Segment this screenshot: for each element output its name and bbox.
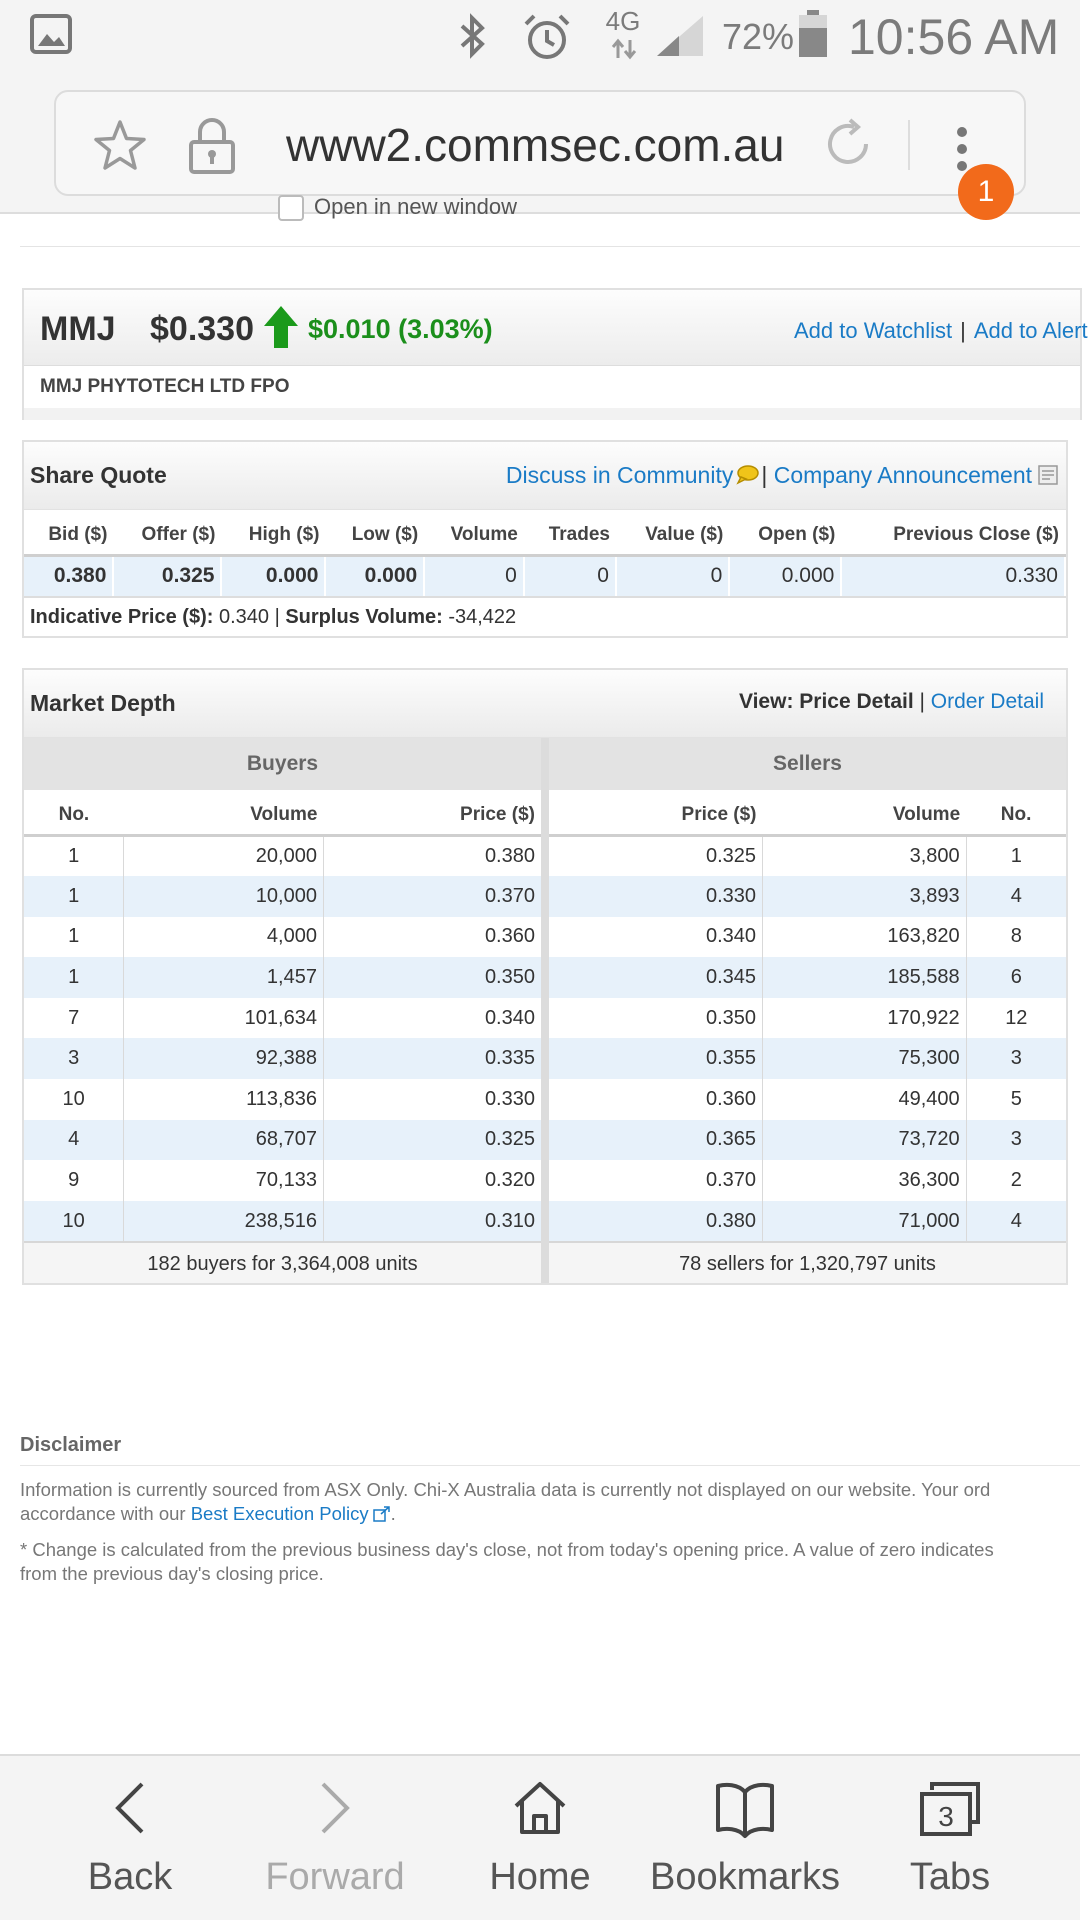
open-new-window-label: Open in new window xyxy=(314,194,518,219)
depth-cell: 0.345 xyxy=(549,957,763,998)
depth-cell: 6 xyxy=(966,957,1066,998)
seller-row xyxy=(549,917,1066,958)
depth-cell: 4 xyxy=(966,876,1066,917)
open-new-window-option[interactable] xyxy=(278,194,517,221)
seller-row xyxy=(549,1160,1066,1201)
depth-cell: 1 xyxy=(24,876,124,917)
depth-cell: 5 xyxy=(1010,1087,1022,1110)
open-new-window-checkbox[interactable] xyxy=(278,195,304,221)
up-arrow-icon xyxy=(264,306,298,348)
depth-cell: 0.320 xyxy=(484,1169,535,1192)
depth-cell: 0.325 xyxy=(323,1120,541,1161)
reload-icon[interactable] xyxy=(818,114,878,174)
company-announcement-link[interactable]: Company Announcement xyxy=(773,462,1032,488)
depth-cell: 170,922 xyxy=(763,998,967,1039)
buyer-row xyxy=(24,1038,541,1079)
toolbar-separator xyxy=(908,120,910,170)
disclaimer-text-2 xyxy=(20,1538,1080,1586)
indicative-info: Indicative Price ($): 0.340 | Surplus Volume: -34,422 xyxy=(24,596,1066,636)
depth-cell: 0.355 xyxy=(549,1038,763,1079)
depth-column-header: Volume xyxy=(124,790,324,836)
depth-cell: 0.350 xyxy=(549,998,763,1039)
gallery-icon xyxy=(30,14,72,54)
stock-header xyxy=(22,288,1088,420)
notification-badge[interactable]: 1 xyxy=(958,164,1014,220)
buyer-row xyxy=(24,1079,541,1120)
depth-cell: 70,133 xyxy=(124,1160,324,1201)
stock-price: $0.330 xyxy=(150,310,254,348)
share-quote-links xyxy=(506,462,1058,489)
buyer-row xyxy=(24,1160,541,1201)
depth-cell: 0.310 xyxy=(323,1201,541,1242)
market-depth-title: Market Depth xyxy=(30,690,176,716)
share-quote-header xyxy=(24,442,1066,510)
share-quote-value: 0.330 xyxy=(841,556,1065,596)
share-quote-column-header: Volume xyxy=(424,510,524,556)
depth-column-header: Price ($) xyxy=(549,790,763,836)
depth-cell: 238,516 xyxy=(124,1201,324,1242)
depth-cell: 1 xyxy=(24,836,124,877)
bookmark-star-icon[interactable] xyxy=(92,118,148,174)
clock: 10:56 AM xyxy=(848,9,1060,65)
back-label: Back xyxy=(87,1856,173,1898)
depth-cell: 0.330 xyxy=(484,1087,535,1110)
lock-icon[interactable] xyxy=(186,116,238,176)
forward-label: Forward xyxy=(265,1856,405,1898)
share-quote-value: 0.000 xyxy=(325,556,424,596)
buyer-row xyxy=(24,998,541,1039)
external-link-icon xyxy=(373,1506,391,1522)
buyer-row xyxy=(24,836,541,877)
disclaimer-line-2: accordance with our xyxy=(20,1503,186,1524)
share-quote-column-header: Value ($) xyxy=(616,510,729,556)
depth-cell: 0.360 xyxy=(484,925,535,948)
sellers-heading: Sellers xyxy=(549,738,1066,790)
depth-cell: 0.350 xyxy=(323,957,541,998)
buyer-row xyxy=(24,917,541,958)
depth-cell: 0.360 xyxy=(549,1079,763,1120)
share-quote-value: 0.380 xyxy=(24,556,113,596)
share-quote-table xyxy=(24,510,1066,596)
depth-cell: 4 xyxy=(24,1120,124,1161)
stock-code: MMJ xyxy=(40,310,116,348)
depth-cell: 68,707 xyxy=(124,1120,324,1161)
depth-cell: 163,820 xyxy=(763,917,967,958)
depth-cell: 75,300 xyxy=(763,1038,967,1079)
depth-cell: 4,000 xyxy=(124,917,324,958)
seller-row xyxy=(549,1201,1066,1242)
bookmarks-icon xyxy=(714,1778,776,1838)
back-arrow-icon xyxy=(106,1778,154,1838)
depth-column-header: No. xyxy=(24,790,124,836)
link-separator: | xyxy=(761,462,768,488)
depth-cell: 71,000 xyxy=(763,1201,967,1242)
share-quote-title: Share Quote xyxy=(30,462,167,488)
document-icon[interactable] xyxy=(1038,465,1058,485)
share-quote-column-header: Trades xyxy=(524,510,616,556)
sellers-summary: 78 sellers for 1,320,797 units xyxy=(549,1241,1066,1283)
seller-row xyxy=(549,998,1066,1039)
depth-sides xyxy=(24,738,1066,1283)
share-quote-column-header: Bid ($) xyxy=(24,510,113,556)
bookmarks-label: Bookmarks xyxy=(649,1856,841,1898)
depth-cell: 3,893 xyxy=(763,876,967,917)
depth-cell: 0.325 xyxy=(549,836,763,877)
share-quote-value: 0 xyxy=(524,556,616,596)
add-to-alert-link[interactable]: Add to Alert xyxy=(973,318,1088,343)
tabs-button[interactable] xyxy=(880,1756,1020,1922)
depth-cell: 0.340 xyxy=(549,917,763,958)
depth-cell: 92,388 xyxy=(124,1038,324,1079)
depth-cell: 1,457 xyxy=(124,957,324,998)
seller-row xyxy=(549,876,1066,917)
tabs-icon xyxy=(918,1778,982,1838)
buyer-row xyxy=(24,1120,541,1161)
disclaimer-text-1: Information is currently sourced from ASX Only. Chi-X Australia data is currently not displayed on our website. Your ord accordance with our Best Execution Policy . xyxy=(20,1479,991,1524)
buyers-side xyxy=(24,738,541,1283)
buyer-row xyxy=(24,1201,541,1242)
tab-count: 3 xyxy=(938,1801,954,1832)
depth-column-header: No. xyxy=(966,790,1066,836)
status-bar xyxy=(0,0,1080,72)
depth-cell: 12 xyxy=(1005,1006,1028,1029)
share-quote-column-header: High ($) xyxy=(221,510,325,556)
data-arrows-icon xyxy=(610,38,638,60)
depth-cell: 49,400 xyxy=(763,1079,967,1120)
discuss-in-community-link[interactable]: Discuss in Community xyxy=(505,462,734,488)
depth-cell: 36,300 xyxy=(763,1160,967,1201)
depth-cell: 0.335 xyxy=(323,1038,541,1079)
view-selector: View: Price Detail | Order Detail xyxy=(738,690,1044,713)
network-type: 4G xyxy=(605,6,641,36)
seller-row xyxy=(549,1038,1066,1079)
battery-percent: 72% xyxy=(722,16,795,57)
depth-cell: 73,720 xyxy=(763,1120,967,1161)
share-quote-value: 0 xyxy=(616,556,729,596)
depth-cell: 113,836 xyxy=(124,1079,324,1120)
link-separator: | xyxy=(960,318,966,343)
buyers-table xyxy=(24,790,541,1241)
depth-cell: 3,800 xyxy=(763,836,967,877)
share-quote-column-header: Previous Close ($) xyxy=(841,510,1065,556)
disclaimer-line-3: * Change is calculated from the previous business day's close, not from today's opening price. A value of zero indicates xyxy=(20,1539,994,1560)
buyer-row xyxy=(24,876,541,917)
share-quote-value: 0.000 xyxy=(729,556,841,596)
buyers-heading: Buyers xyxy=(24,738,541,790)
depth-cell: 3 xyxy=(24,1038,124,1079)
buyer-row xyxy=(24,957,541,998)
depth-cell: 185,588 xyxy=(763,957,967,998)
depth-cell: 0.380 xyxy=(549,1201,763,1242)
forward-arrow-icon xyxy=(311,1778,359,1838)
depth-cell: 1 xyxy=(24,917,124,958)
depth-cell: 0.330 xyxy=(549,876,763,917)
depth-cell: 0.370 xyxy=(549,1160,763,1201)
buyers-summary: 182 buyers for 3,364,008 units xyxy=(24,1241,541,1283)
header-band xyxy=(24,408,1080,420)
share-quote-column-header: Open ($) xyxy=(729,510,841,556)
signal-icon xyxy=(655,14,705,58)
depth-cell: 9 xyxy=(24,1160,124,1201)
depth-cell: 20,000 xyxy=(124,836,324,877)
divider xyxy=(20,246,1080,247)
depth-cell: 1 xyxy=(1010,845,1022,868)
depth-cell: 0.365 xyxy=(549,1120,763,1161)
depth-cell: 3 xyxy=(966,1120,1066,1161)
sellers-table xyxy=(549,790,1066,1241)
share-quote-panel xyxy=(22,440,1068,638)
alarm-icon xyxy=(522,12,572,62)
price-detail-label: View: Price Detail xyxy=(738,690,914,713)
home-icon xyxy=(510,1778,570,1838)
best-execution-policy-link[interactable]: Best Execution Policy xyxy=(190,1503,369,1524)
disclaimer-line-1: Information is currently sourced from ASX Only. Chi-X Australia data is currently not displayed on our website. Your ord xyxy=(20,1479,991,1500)
bottom-nav xyxy=(0,1754,1080,1920)
order-detail-link[interactable]: Order Detail xyxy=(930,690,1044,713)
share-quote-value: 0.000 xyxy=(221,556,325,596)
share-quote-column-header: Low ($) xyxy=(325,510,424,556)
browser-toolbar xyxy=(0,72,1080,214)
depth-cell: 101,634 xyxy=(124,998,324,1039)
surplus-volume-value: -34,422 xyxy=(448,605,517,628)
share-quote-value: 0.325 xyxy=(113,556,221,596)
sellers-side xyxy=(549,738,1066,1283)
sides-divider xyxy=(541,738,549,1283)
depth-column-header: Volume xyxy=(763,790,967,836)
url-text[interactable]: www2.commsec.com.au xyxy=(286,119,785,171)
depth-cell: 7 xyxy=(24,998,124,1039)
seller-row xyxy=(549,1079,1066,1120)
depth-cell: 0.340 xyxy=(484,1006,535,1029)
battery-icon xyxy=(798,10,828,58)
depth-cell: 3 xyxy=(966,1038,1066,1079)
bookmarks-button[interactable] xyxy=(640,1756,850,1922)
depth-column-header: Price ($) xyxy=(323,790,541,836)
address-bar[interactable] xyxy=(54,90,1026,196)
depth-cell: 10 xyxy=(24,1201,124,1242)
stock-links xyxy=(794,318,1088,344)
indicative-price-value: 0.340 xyxy=(218,605,270,628)
depth-cell: 8 xyxy=(1010,925,1022,948)
depth-cell: 4 xyxy=(966,1201,1066,1242)
depth-cell: 2 xyxy=(1010,1169,1022,1192)
disclaimer-title: Disclaimer xyxy=(20,1434,1080,1466)
disclaimer-line-4: from the previous day's closing price. xyxy=(20,1563,324,1584)
disclaimer xyxy=(20,1434,1080,1586)
surplus-volume-label: Surplus Volume: xyxy=(285,605,443,628)
bluetooth-icon xyxy=(452,12,492,60)
depth-cell: 0.380 xyxy=(484,845,535,868)
page-content xyxy=(0,194,1088,1754)
market-depth-panel xyxy=(22,668,1068,1285)
seller-row xyxy=(549,836,1066,877)
price-change: $0.010 (3.03%) xyxy=(308,314,493,344)
depth-cell: 0.370 xyxy=(323,876,541,917)
share-quote-column-header: Offer ($) xyxy=(113,510,221,556)
company-name: MMJ PHYTOTECH LTD FPO xyxy=(40,376,290,397)
market-depth-header xyxy=(24,670,1066,738)
more-menu-icon[interactable] xyxy=(956,126,968,172)
home-label: Home xyxy=(489,1856,591,1898)
forward-button[interactable] xyxy=(250,1756,420,1922)
home-button[interactable] xyxy=(470,1756,610,1922)
seller-row xyxy=(549,1120,1066,1161)
depth-cell: 10 xyxy=(24,1079,124,1120)
add-to-watchlist-link[interactable]: Add to Watchlist xyxy=(794,318,953,343)
indicative-price-label: Indicative Price ($): xyxy=(30,605,214,628)
tabs-label: Tabs xyxy=(909,1856,991,1898)
depth-cell: 10,000 xyxy=(124,876,324,917)
speech-bubble-icon xyxy=(735,465,759,485)
depth-cell: 1 xyxy=(24,957,124,998)
seller-row xyxy=(549,957,1066,998)
share-quote-value: 0 xyxy=(424,556,524,596)
back-button[interactable] xyxy=(60,1756,200,1922)
